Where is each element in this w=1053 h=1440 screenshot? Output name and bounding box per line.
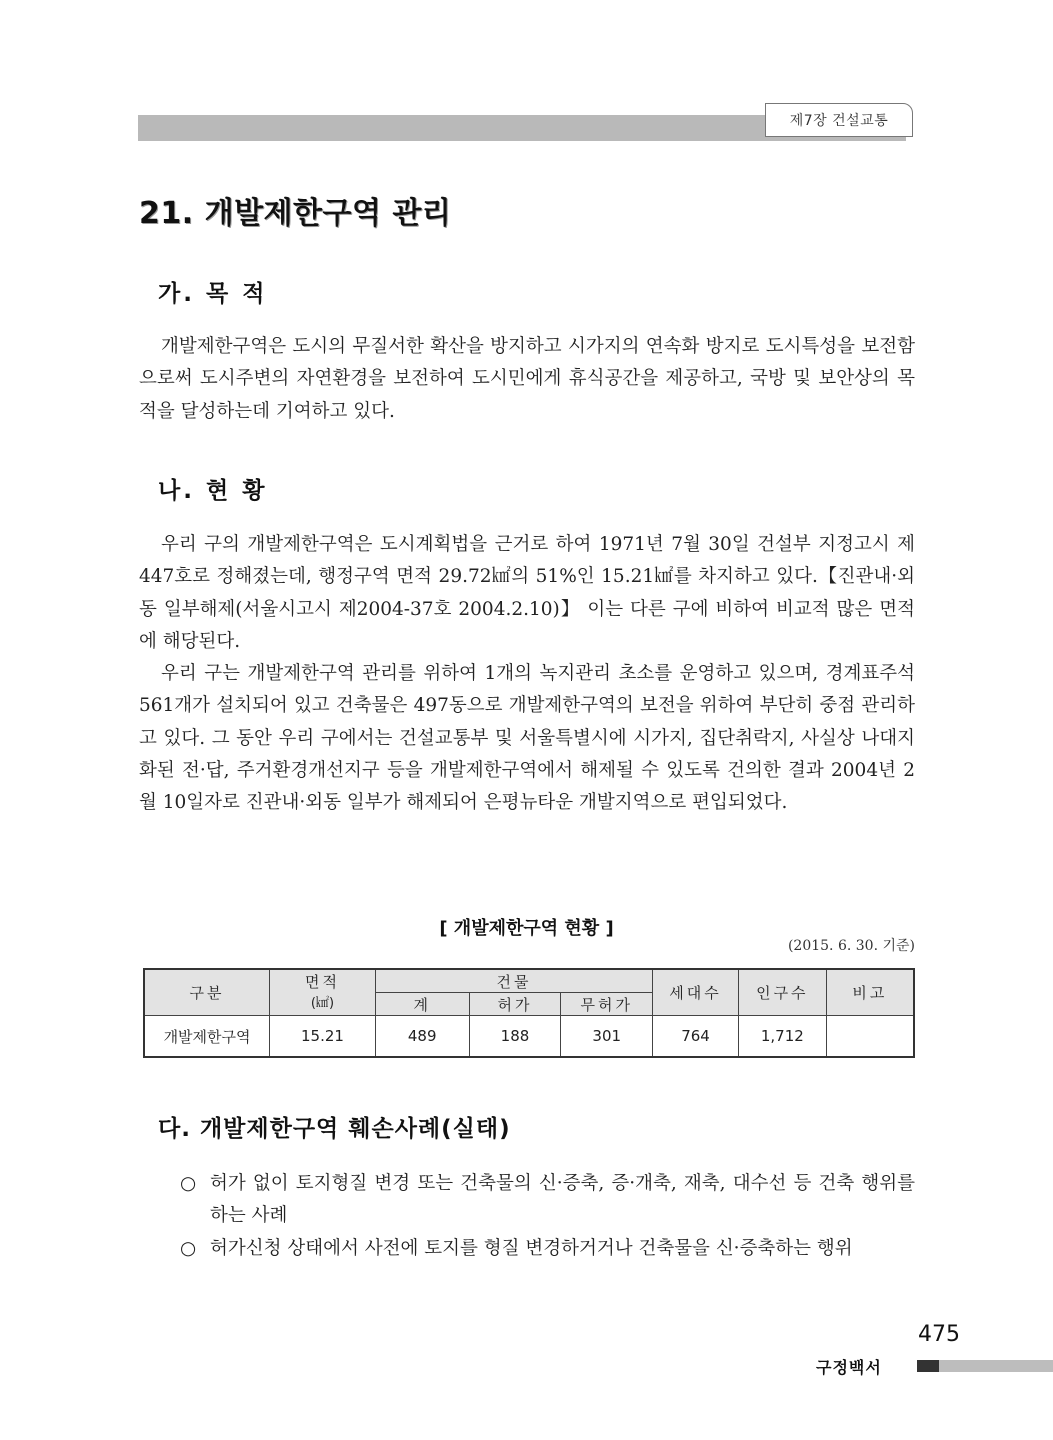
header-area [270, 969, 376, 1016]
table-row [144, 1016, 914, 1058]
header-permitted: 허가 [469, 993, 561, 1016]
greenbelt-status-table [143, 968, 915, 1058]
cell-permitted: 188 [469, 1016, 561, 1058]
cell-remarks [826, 1016, 914, 1058]
header-households: 세대수 [653, 969, 739, 1016]
cell-households: 764 [653, 1016, 739, 1058]
table-title: [ 개발제한구역 현황 ] [439, 918, 614, 939]
section-heading-purpose: 가. 목 적 [158, 281, 268, 307]
table-date: (2015. 6. 30. 기준) [787, 938, 915, 954]
damage-list [180, 1168, 915, 1265]
status-paragraph-1: 우리 구의 개발제한구역은 도시계획법을 근거로 하여 1971년 7월 30일 건설부 지정고시 제447호로 정해졌는데, 행정구역 면적 29.72㎢의 51%인 15.21㎢를 차지하고 있다.【진관내·외동 일부해제(서울시고시 제2004-37호 2004.2.10)】 이는 다른 구에 비하여 비교적 많은 면적에 해당된다. [139, 534, 915, 652]
purpose-body [139, 331, 915, 428]
cell-population: 1,712 [738, 1016, 826, 1058]
bullet-text: 허가신청 상태에서 사전에 토지를 형질 변경하거거나 건축물을 신·증축하는 행위 [210, 1237, 853, 1259]
status-paragraph-2: 우리 구는 개발제한구역 관리를 위하여 1개의 녹지관리 초소를 운영하고 있으며, 경계표주석 561개가 설치되어 있고 건축물은 497동으로 개발제한구역의 보전을 위하여 부단히 중점 관리하고 있다. 그 동안 우리 구에서는 건설교통부 및 서울특별시에 시가지, 집단취락지, 사실상 나대지화된 전·답, 주거환경개선지구 등을 개발제한구역에서 해제될 수 있도록 건의한 결과 2004년 2월 10일자로 진관내·외동 일부가 해제되어 은평뉴타운 개발지역으로 편입되었다. [139, 663, 915, 814]
header-category: 구분 [144, 969, 270, 1016]
cell-area: 15.21 [270, 1016, 376, 1058]
header-area-label: 면적 [304, 972, 340, 991]
header-total: 계 [375, 993, 469, 1016]
status-body [139, 529, 915, 820]
cell-category: 개발제한구역 [144, 1016, 270, 1058]
bullet-mark: ○ [180, 1237, 197, 1259]
page-number: 475 [918, 1322, 960, 1347]
cell-unpermitted: 301 [561, 1016, 653, 1058]
bullet-mark: ○ [180, 1173, 197, 1194]
footer-bar [939, 1360, 1053, 1372]
header-unpermitted: 무허가 [561, 993, 653, 1016]
footer-dark-block [917, 1360, 939, 1372]
header-population: 인구수 [738, 969, 826, 1016]
list-item [180, 1233, 915, 1265]
book-title: 구정백서 [816, 1358, 882, 1377]
bullet-text: 허가 없이 토지형질 변경 또는 건축물의 신·증축, 증·개축, 재축, 대수선 등 건축 행위를 하는 사례 [210, 1173, 915, 1227]
chapter-tab: 제7장 건설교통 [765, 103, 913, 137]
header-area-unit: (㎢) [310, 995, 335, 1011]
section-heading-damage: 다. 개발제한구역 훼손사례(실태) [158, 1116, 511, 1142]
page-title: 21. 개발제한구역 관리 [139, 196, 452, 231]
purpose-paragraph: 개발제한구역은 도시의 무질서한 확산을 방지하고 시가지의 연속화 방지로 도시특성을 보전함으로써 도시주변의 자연환경을 보전하여 도시민에게 휴식공간을 제공하고, 국방 및 보안상의 목적을 달성하는데 기여하고 있다. [139, 336, 915, 422]
list-item [180, 1168, 915, 1233]
header-buildings: 건물 [375, 969, 652, 993]
cell-total: 489 [375, 1016, 469, 1058]
header-remarks: 비고 [826, 969, 914, 1016]
section-heading-status: 나. 현 황 [158, 478, 268, 504]
